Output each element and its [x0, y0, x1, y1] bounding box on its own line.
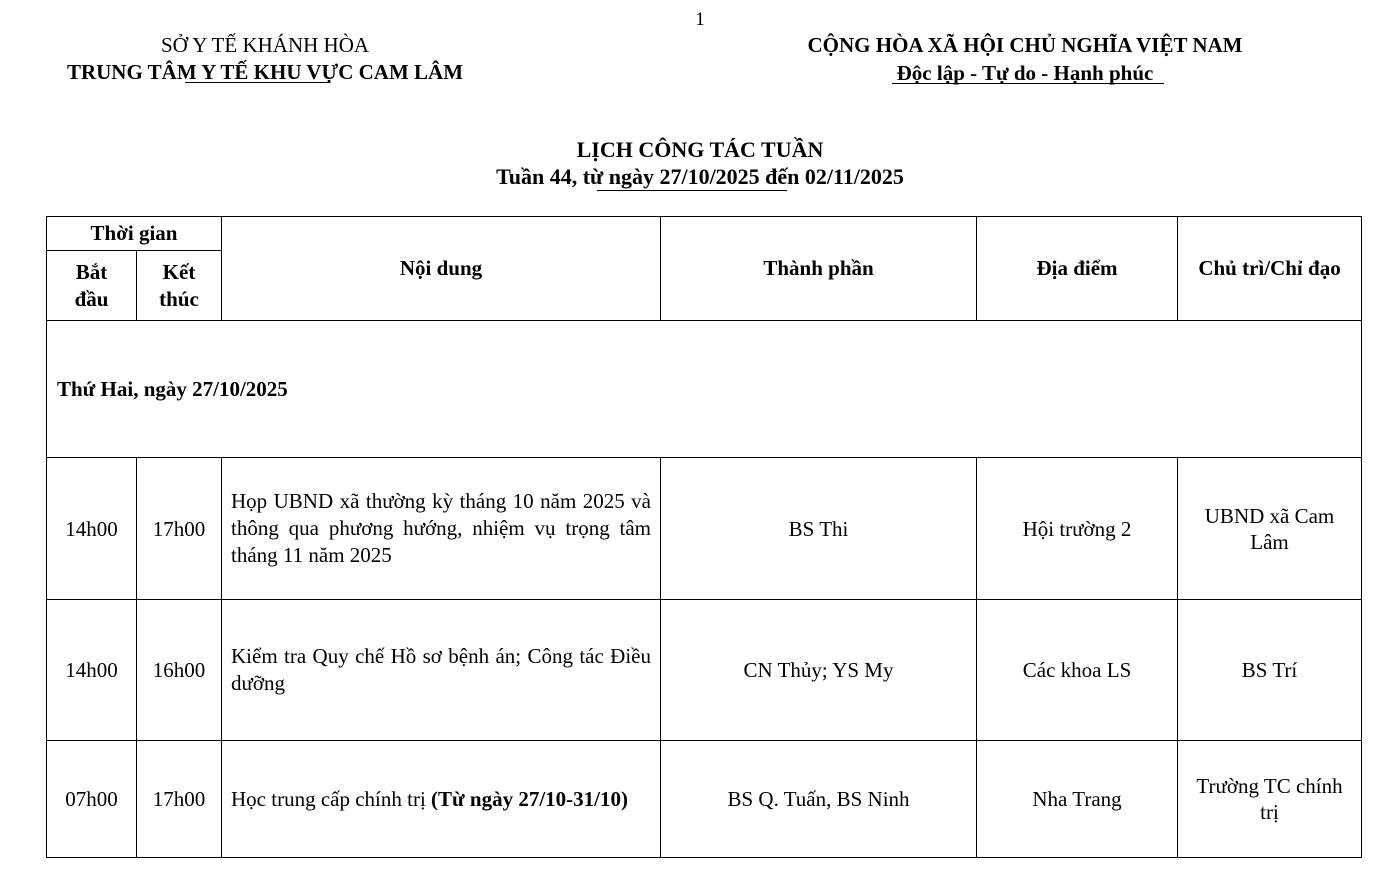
day-row [47, 321, 1362, 458]
agency-parent: SỞ Y TẾ KHÁNH HÒA [160, 33, 370, 57]
document-title: LỊCH CÔNG TÁC TUẦN [576, 137, 824, 162]
task-content [222, 600, 661, 741]
location: Nha Trang [977, 741, 1178, 858]
task-text: Họp UBND xã thường kỳ tháng 10 năm 2025 và thông qua phương hướng, nhiệm vụ trọng tâm tháng 11 năm 2025 [231, 489, 652, 567]
chair: Trường TC chính trị [1178, 741, 1362, 858]
schedule-table [46, 216, 1362, 858]
task-text-bold: (Từ ngày 27/10-31/10) [431, 786, 628, 811]
task-text: Học trung cấp chính trị [231, 786, 432, 811]
document-subtitle: Tuần 44, từ ngày 27/10/2025 đến 02/11/2025 [496, 164, 904, 189]
page-number: 1 [695, 9, 705, 30]
header-row-1 [47, 217, 1362, 251]
task-content [222, 458, 661, 600]
table-row [47, 458, 1362, 600]
content-header: Nội dung [222, 217, 661, 321]
task-content [222, 741, 661, 858]
table-row [47, 741, 1362, 858]
chair-header: Chủ trì/Chỉ đạo [1178, 217, 1362, 321]
end-header-line2: thúc [159, 286, 199, 311]
motto-underline [892, 83, 1164, 84]
start-header-line1: Bắt [75, 259, 108, 284]
end-time: 17h00 [137, 741, 222, 858]
participants: BS Q. Tuấn, BS Ninh [661, 741, 977, 858]
start-header-line2: đầu [74, 286, 109, 311]
chair: BS Trí [1178, 600, 1362, 741]
start-time: 14h00 [47, 600, 137, 741]
national-motto: Độc lập - Tự do - Hạnh phúc [896, 61, 1154, 85]
subtitle-underline [597, 190, 787, 191]
time-header: Thời gian [47, 217, 222, 251]
location: Hội trường 2 [977, 458, 1178, 600]
location: Các khoa LS [977, 600, 1178, 741]
day-label: Thứ Hai, ngày 27/10/2025 [47, 321, 1362, 458]
participants-header: Thành phần [661, 217, 977, 321]
end-header-line1: Kết [162, 259, 196, 284]
location-header: Địa điểm [977, 217, 1178, 321]
start-time: 14h00 [47, 458, 137, 600]
agency-underline [185, 82, 330, 83]
chair: UBND xã Cam Lâm [1178, 458, 1362, 600]
start-time: 07h00 [47, 741, 137, 858]
participants: CN Thủy; YS My [661, 600, 977, 741]
start-header [47, 251, 137, 321]
table-row [47, 600, 1362, 741]
end-time: 17h00 [137, 458, 222, 600]
end-time: 16h00 [137, 600, 222, 741]
end-header [137, 251, 222, 321]
participants: BS Thi [661, 458, 977, 600]
task-text: Kiểm tra Quy chế Hồ sơ bệnh án; Công tác Điều dưỡng [231, 644, 652, 695]
national-title: CỘNG HÒA XÃ HỘI CHỦ NGHĨA VIỆT NAM [807, 33, 1243, 57]
agency-name: TRUNG TÂM Y TẾ KHU VỰC CAM LÂM [66, 60, 464, 84]
